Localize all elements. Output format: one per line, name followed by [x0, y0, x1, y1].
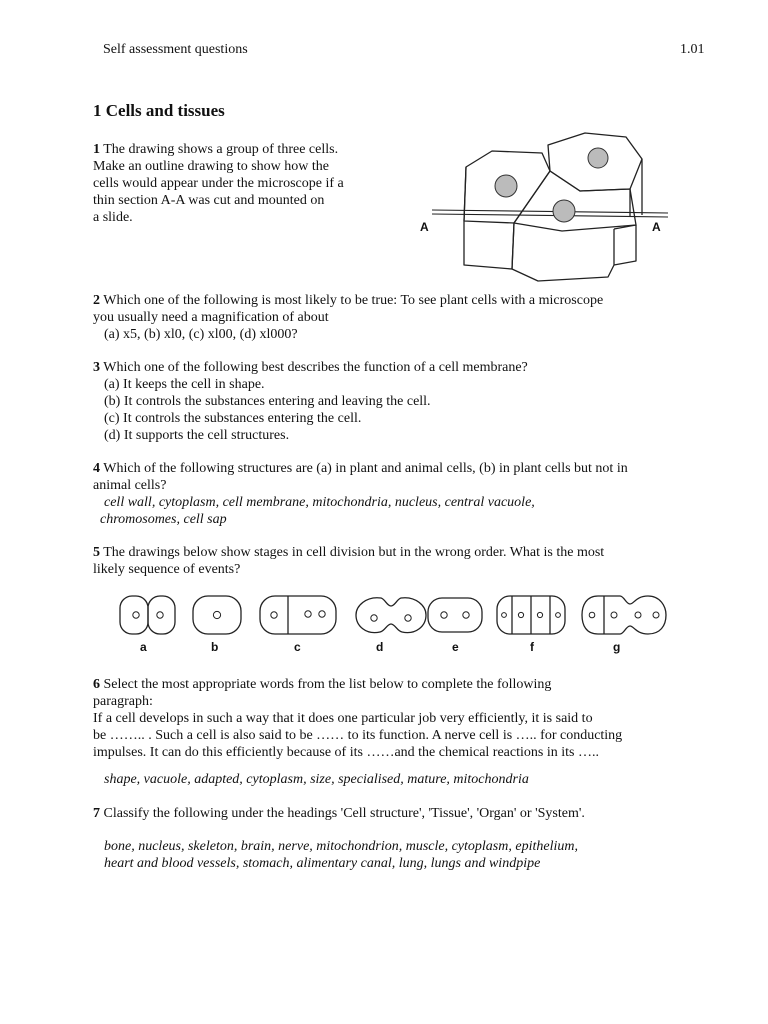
- q1-line-1: 1 The drawing shows a group of three cells.: [93, 142, 339, 157]
- q4-number: 4: [93, 461, 100, 476]
- section-line-a-a: [432, 210, 668, 213]
- q6-line-5: impulses. It can do this efficiently because of its ……and the chemical reactions in its …..: [93, 745, 599, 760]
- question-1: [93, 141, 393, 226]
- header-left: Self assessment questions: [103, 42, 248, 57]
- stage-label-a: a: [140, 640, 147, 654]
- q2-line-2: you usually need a magnification of about: [93, 310, 329, 325]
- stage-b-cell: [193, 596, 241, 634]
- three-cells-diagram: [430, 125, 670, 285]
- diagram-label-a-left: A: [420, 220, 429, 234]
- stage-label-e: e: [452, 640, 459, 654]
- stage-label-f: f: [530, 640, 534, 654]
- section-title: 1 Cells and tissues: [93, 101, 225, 120]
- q6-line-1: 6 Select the most appropriate words from the list below to complete the following: [93, 677, 552, 692]
- stage-f-cells: [497, 596, 565, 634]
- stage-label-c: c: [294, 640, 301, 654]
- bottom-cell-front: [512, 223, 614, 281]
- stage-e-cell: [428, 598, 482, 632]
- q3-option-c: (c) It controls the substances entering the cell.: [104, 411, 362, 426]
- stage-a-cells: [120, 596, 175, 634]
- stage-label-g: g: [613, 640, 621, 654]
- q3-stem: 3 Which one of the following best describes the function of a cell membrane?: [93, 360, 528, 375]
- q4-list-line-1: cell wall, cytoplasm, cell membrane, mitochondria, nucleus, central vacuole,: [104, 495, 535, 510]
- question-6: [93, 676, 622, 761]
- q2-options: (a) x5, (b) xl0, (c) xl00, (d) xl000?: [104, 327, 298, 342]
- q5-line-2: likely sequence of events?: [93, 562, 241, 577]
- q6-line-4: be …….. . Such a cell is also said to be …… to its function. A nerve cell is ….. for conducting: [93, 728, 623, 743]
- q1-line-3: cells would appear under the microscope if a: [93, 176, 344, 191]
- q3-option-a: (a) It keeps the cell in shape.: [104, 377, 265, 392]
- q3-option-b: (b) It controls the substances entering and leaving the cell.: [104, 394, 431, 409]
- q1-line-5: a slide.: [93, 210, 133, 225]
- q5-line-1: 5 The drawings below show stages in cell division but in the wrong order. What is the most: [93, 545, 605, 560]
- right-cell-nucleus: [588, 148, 608, 168]
- left-cell-front: [464, 221, 514, 269]
- left-cell-edge: [464, 167, 466, 221]
- left-cell-nucleus: [495, 175, 517, 197]
- question-5: [93, 544, 604, 578]
- stage-label-b: b: [211, 640, 219, 654]
- q1-line-2: Make an outline drawing to show how the: [93, 159, 330, 174]
- q7-number: 7: [93, 806, 100, 821]
- q1-number: 1: [93, 142, 100, 157]
- stage-label-d: d: [376, 640, 384, 654]
- stage-d-cell: [356, 598, 426, 633]
- bottom-cell-nucleus: [553, 200, 575, 222]
- bottom-cell-outline: [514, 171, 636, 231]
- q4-line-2: animal cells?: [93, 478, 167, 493]
- header-page-number: 1.01: [680, 42, 705, 57]
- q2-number: 2: [93, 293, 100, 308]
- question-7: 7 Classify the following under the headings 'Cell structure', 'Tissue', 'Organ' or 'System'.: [93, 806, 585, 821]
- q7-list-line-2: heart and blood vessels, stomach, alimentary canal, lung, lungs and windpipe: [104, 856, 541, 871]
- bottom-cell-base: [614, 225, 636, 265]
- q4-line-1: 4 Which of the following structures are (a) in plant and animal cells, (b) in plant cells but not in: [93, 461, 628, 476]
- q1-line-4: thin section A-A was cut and mounted on: [93, 193, 325, 208]
- question-4: [93, 460, 628, 528]
- q2-line-1: 2 Which one of the following is most likely to be true: To see plant cells with a microscope: [93, 293, 604, 308]
- q3-option-d: (d) It supports the cell structures.: [104, 428, 290, 443]
- q7-list: [104, 838, 578, 872]
- question-2: [93, 292, 603, 343]
- q7-list-line-1: bone, nucleus, skeleton, brain, nerve, mitochondrion, muscle, cytoplasm, epithelium,: [104, 839, 578, 854]
- q6-line-2: paragraph:: [93, 694, 153, 709]
- question-3: [93, 359, 528, 444]
- q3-number: 3: [93, 360, 100, 375]
- q4-list-line-2: chromosomes, cell sap: [100, 512, 227, 527]
- diagram-label-a-right: A: [652, 220, 661, 234]
- q6-line-3: If a cell develops in such a way that it does one particular job very efficiently, it is said to: [93, 711, 593, 726]
- cell-division-stages: [108, 586, 676, 642]
- q6-number: 6: [93, 677, 100, 692]
- q5-number: 5: [93, 545, 100, 560]
- q6-word-list: shape, vacuole, adapted, cytoplasm, size, specialised, mature, mitochondria: [104, 772, 529, 787]
